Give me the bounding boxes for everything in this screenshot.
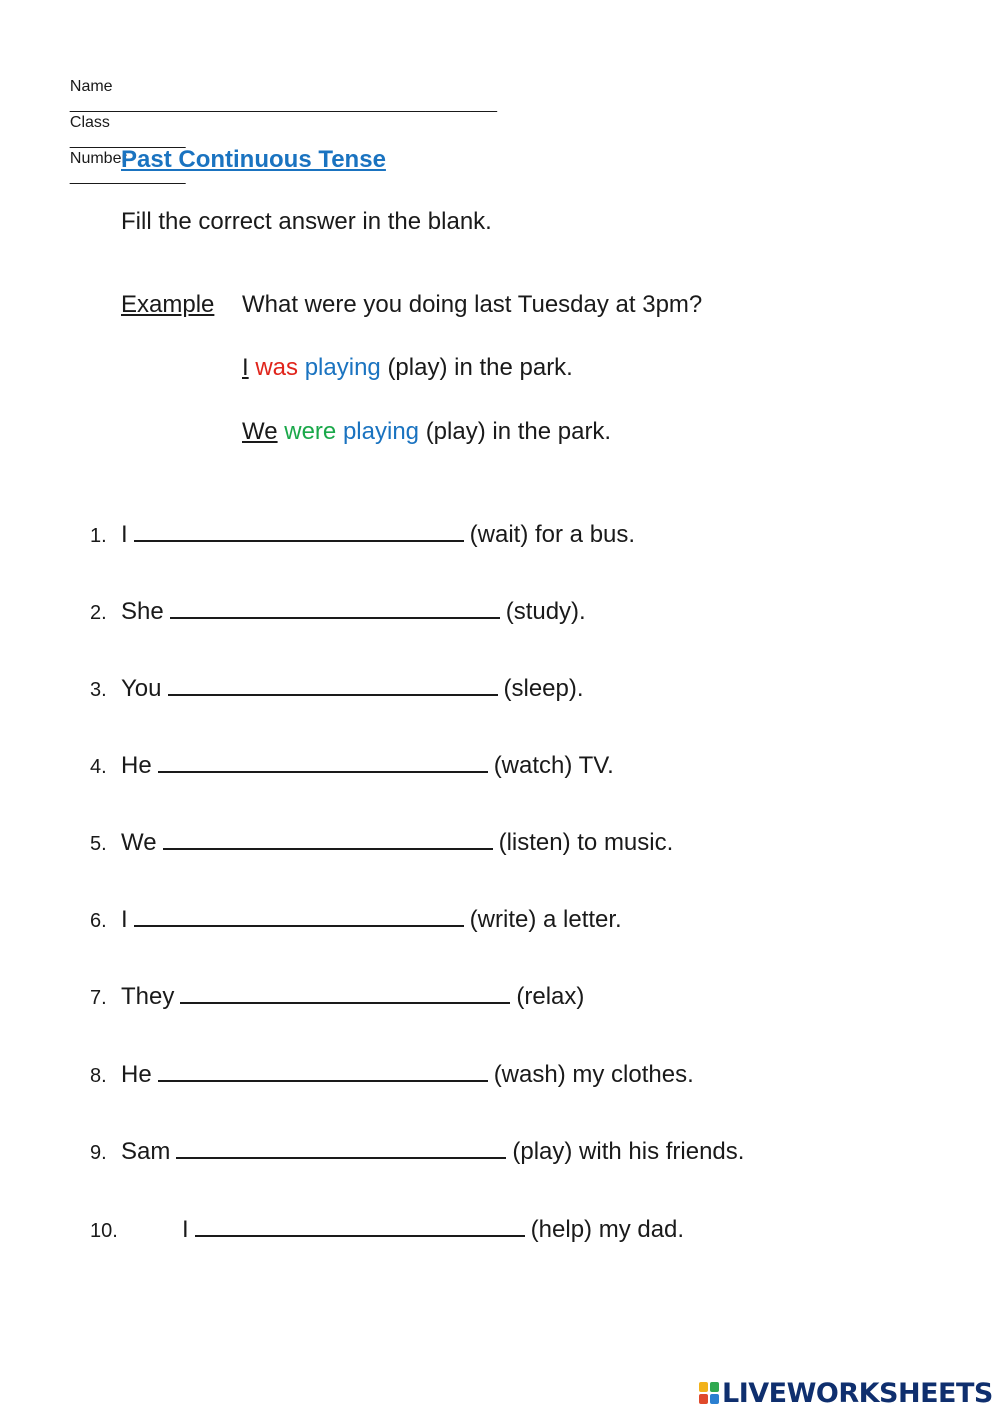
example-label: Example [121,291,215,318]
worksheet-title: Past Continuous Tense [121,146,386,173]
example-subject: We [242,418,278,445]
logo-text: LIVEWORKSHEETS [722,1377,993,1409]
example-subject: I [242,354,249,381]
question-number: 9. [90,1142,107,1164]
number-label: Number [69,150,127,167]
class-label: Class [69,114,110,131]
question-rest: (watch) TV. [493,752,614,779]
example-rest: (play) in the park. [387,354,573,381]
question-subject: They [121,983,175,1010]
question-4 [90,749,614,780]
question-subject: You [121,675,162,702]
question-number: 6. [90,910,107,932]
example-verb: playing [304,354,381,381]
question-number: 3. [90,679,107,701]
question-2 [90,595,586,626]
question-subject: He [121,752,152,779]
question-8 [90,1058,694,1089]
example-verb: playing [342,418,420,445]
question-subject: She [121,598,164,625]
question-number: 10. [90,1220,118,1242]
answer-blank[interactable] [180,980,510,1004]
name-label: Name [69,78,113,95]
question-number: 8. [90,1065,107,1087]
question-subject: We [121,829,157,856]
question-rest: (wash) my clothes. [493,1061,694,1088]
question-rest: (wait) for a bus. [469,521,636,548]
question-number: 7. [90,987,107,1009]
instruction-text: Fill the correct answer in the blank. [121,208,492,235]
question-subject: I [121,906,128,933]
number-field[interactable]: _____________ [69,168,186,185]
question-rest: (write) a letter. [469,906,622,933]
question-number: 2. [90,602,107,624]
example-rest: (play) in the park. [425,418,612,445]
answer-blank[interactable] [168,672,498,696]
question-10 [90,1213,684,1244]
question-1 [90,518,635,549]
question-7 [90,980,584,1011]
question-number: 4. [90,756,107,778]
question-6 [90,903,622,934]
answer-blank[interactable] [158,749,488,773]
liveworksheets-icon [698,1381,720,1405]
example-question: What were you doing last Tuesday at 3pm? [242,291,703,318]
answer-blank[interactable] [134,518,464,542]
example-auxiliary: were [284,418,337,445]
question-rest: (relax) [516,983,585,1010]
question-rest: (study). [505,598,586,625]
question-rest: (sleep). [503,675,584,702]
example-answer-2 [242,418,611,446]
answer-blank[interactable] [176,1135,506,1159]
liveworksheets-logo [698,1376,993,1410]
question-number: 1. [90,525,107,547]
answer-blank[interactable] [158,1058,488,1082]
question-9 [90,1135,744,1166]
question-subject: He [121,1061,152,1088]
question-rest: (play) with his friends. [512,1138,745,1165]
answer-blank[interactable] [134,903,464,927]
name-field[interactable]: ________________________________________________ [69,96,498,113]
answer-blank[interactable] [163,826,493,850]
question-subject: I [121,521,128,548]
question-5 [90,826,673,857]
question-subject: Sam [121,1138,171,1165]
question-rest: (help) my dad. [530,1216,685,1243]
example-answer-1 [242,354,573,382]
question-number: 5. [90,833,107,855]
question-3 [90,672,584,703]
example-auxiliary: was [255,354,299,381]
question-subject: I [182,1216,189,1243]
answer-blank[interactable] [170,595,500,619]
answer-blank[interactable] [195,1213,525,1237]
question-rest: (listen) to music. [498,829,674,856]
class-field[interactable]: _____________ [69,132,186,149]
